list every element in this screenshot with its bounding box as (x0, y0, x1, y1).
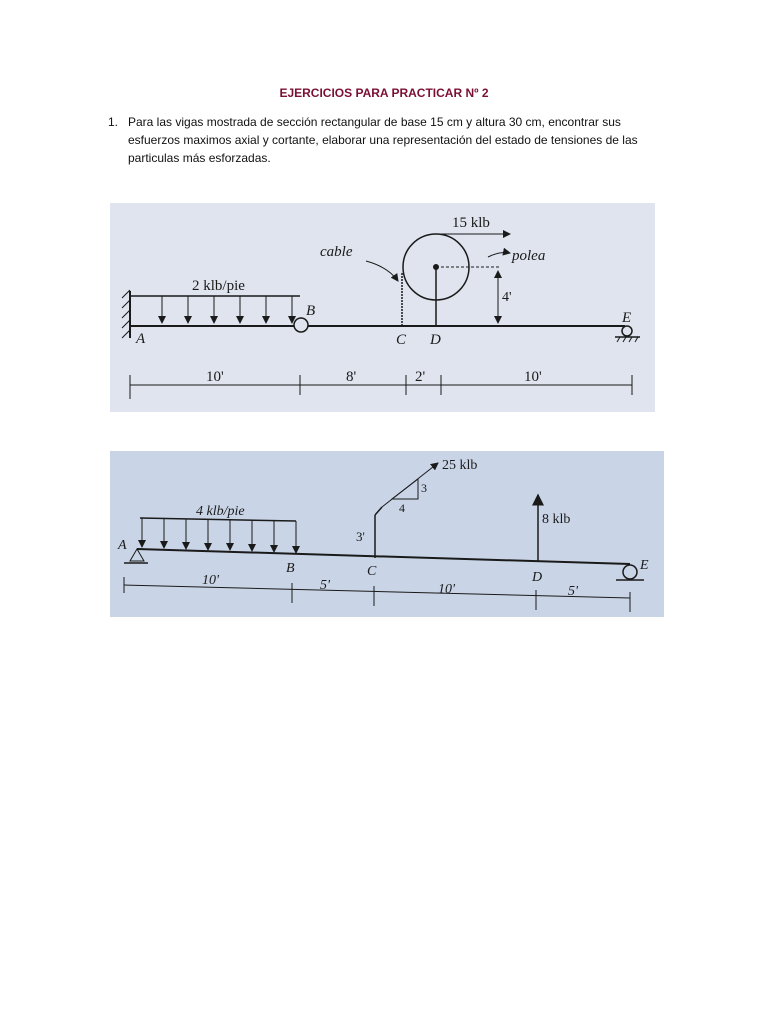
load-label-2: 4 klb/pie (196, 504, 245, 519)
point-e-label: E (622, 310, 632, 326)
pulley-pointer (488, 253, 510, 258)
fixed-support-a (122, 290, 130, 338)
distributed-load (130, 296, 300, 323)
slope-triangle (392, 479, 418, 499)
point-a-label-2: A (118, 538, 127, 553)
load-label: 2 klb/pie (192, 278, 245, 294)
point-c-label-2: C (367, 564, 377, 579)
slope-run-label: 4 (399, 501, 405, 515)
cable-label: cable (320, 244, 353, 260)
cable-pointer (366, 261, 398, 281)
point-d-label-2: D (532, 570, 543, 585)
dim-de: 10' (524, 369, 542, 385)
distributed-load-2 (140, 518, 296, 553)
pulley (403, 234, 510, 326)
point-d-label: D (430, 332, 441, 348)
point-a-label: A (136, 331, 146, 347)
point-b-label-2: B (286, 561, 295, 576)
hinge-b (294, 318, 308, 332)
dim-bc-2: 5' (320, 578, 330, 593)
item-number: 1. (108, 115, 119, 129)
post-height-label: 3' (356, 529, 365, 544)
dim-ab: 10' (206, 369, 224, 385)
dim-bc: 8' (346, 369, 357, 385)
dim-cd-2: 10' (438, 582, 455, 597)
beam-figure-2 (110, 451, 664, 617)
beam-diagram-1 (110, 203, 655, 412)
force-label: 15 klb (452, 215, 490, 231)
item-text: Para las vigas mostrada de sección rectangular de base 15 cm y altura 30 cm, encontrar sus esfuerzos maximos axial y cortante, elaborar una representación del estado de tensiones de las particulas más esforzadas. (128, 115, 638, 165)
height-label: 4' (502, 290, 512, 305)
document-title: EJERCICIOS PARA PRACTICAR Nº 2 (279, 86, 489, 100)
beam-diagram-2 (110, 451, 664, 617)
point-e-label-2: E (640, 558, 649, 573)
point-force-label: 8 klb (542, 512, 571, 527)
dim-de-2: 5' (568, 584, 578, 599)
point-c-label: C (396, 332, 407, 348)
span-dimensions-2 (124, 577, 630, 612)
force-label-2: 25 klb (442, 458, 478, 473)
pulley-label: polea (512, 248, 546, 264)
roller-support-e (615, 326, 640, 342)
beam-figure-1 (110, 203, 655, 412)
point-b-label: B (306, 303, 316, 319)
post-c (375, 463, 438, 558)
beam-line-2 (137, 549, 630, 564)
pin-support-a (124, 549, 148, 563)
dim-cd: 2' (415, 369, 426, 385)
dim-ab-2: 10' (202, 573, 219, 588)
slope-rise-label: 3 (421, 481, 427, 495)
